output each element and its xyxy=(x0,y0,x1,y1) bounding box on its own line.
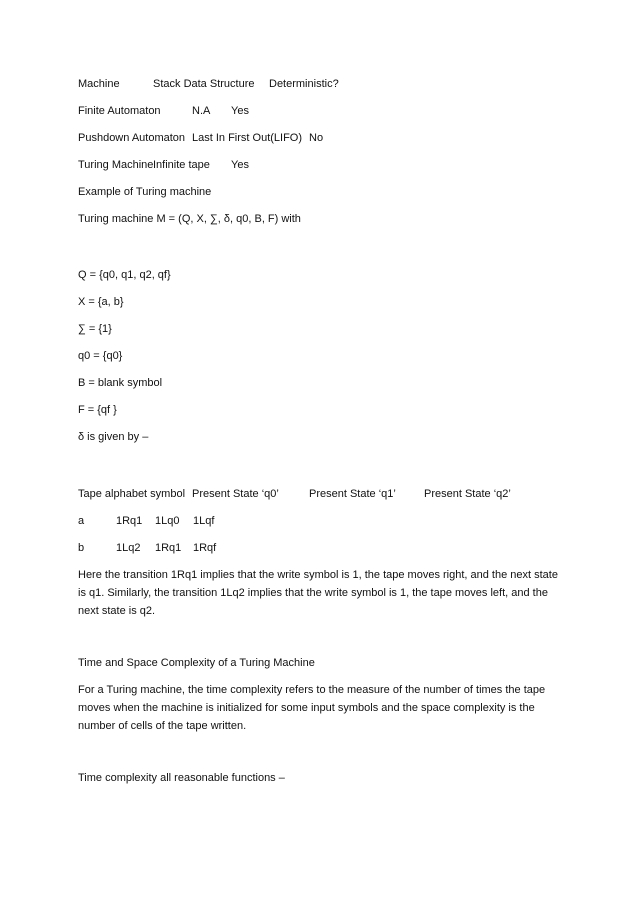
cell-q0: 1Lq2 xyxy=(116,542,141,554)
cell-machine: Finite Automaton xyxy=(78,105,161,117)
definition-line: Turing machine M = (Q, X, ∑, δ, q0, B, F) with xyxy=(78,213,301,225)
cell-stack: Last In First Out(LIFO) xyxy=(192,132,303,144)
time-complexity-line: Time complexity all reasonable functions – xyxy=(78,772,285,784)
complexity-line: number of cells of the tape written. xyxy=(78,720,247,732)
complexity-heading: Time and Space Complexity of a Turing Machine xyxy=(78,657,315,669)
set-line: B = blank symbol xyxy=(78,377,163,389)
complexity-line: For a Turing machine, the time complexity refers to the measure of the number of times the tape xyxy=(78,684,546,696)
cell-symbol: a xyxy=(78,515,85,527)
cell-machine: Pushdown Automaton xyxy=(78,132,186,144)
set-line: Q = {q0, q1, q2, qf} xyxy=(78,269,171,281)
cell-q1: 1Rq1 xyxy=(155,542,182,554)
cell-symbol: b xyxy=(78,542,85,554)
cell-q2: 1Rqf xyxy=(193,542,217,554)
complexity-paragraph xyxy=(78,681,558,735)
cell-machine: Turing Machine xyxy=(78,159,154,171)
complexity-line: moves when the machine is initialized for some input symbols and the space complexity is the xyxy=(78,702,535,714)
explanation-line: Here the transition 1Rq1 implies that the write symbol is 1, the tape moves right, and the next state xyxy=(78,569,558,581)
header-deterministic: Deterministic? xyxy=(269,78,339,90)
set-line: X = {a, b} xyxy=(78,296,124,308)
cell-deterministic: No xyxy=(309,132,324,144)
cell-q2: 1Lqf xyxy=(193,515,215,527)
cell-deterministic: Yes xyxy=(231,105,249,117)
set-line: F = {qf } xyxy=(78,404,117,416)
cell-deterministic: Yes xyxy=(231,159,249,171)
set-line: ∑ = {1} xyxy=(78,323,112,335)
header-state-q0: Present State ‘q0’ xyxy=(192,488,279,500)
cell-q1: 1Lq0 xyxy=(155,515,180,527)
set-line: q0 = {q0} xyxy=(78,350,123,362)
header-stack: Stack Data Structure xyxy=(153,78,255,90)
transition-explanation xyxy=(78,566,558,620)
header-machine: Machine xyxy=(78,78,120,90)
set-line: δ is given by – xyxy=(78,431,149,443)
cell-q0: 1Rq1 xyxy=(116,515,143,527)
header-state-q1: Present State ‘q1’ xyxy=(309,488,396,500)
explanation-line: next state is q2. xyxy=(78,605,156,617)
example-heading: Example of Turing machine xyxy=(78,186,212,198)
cell-stack: N.A xyxy=(192,105,211,117)
cell-stack: Infinite tape xyxy=(153,159,210,171)
header-symbol: Tape alphabet symbol xyxy=(78,488,186,500)
explanation-line: is q1. Similarly, the transition 1Lq2 implies that the write symbol is 1, the tape moves left, and the xyxy=(78,587,548,599)
header-state-q2: Present State ‘q2’ xyxy=(424,488,511,500)
